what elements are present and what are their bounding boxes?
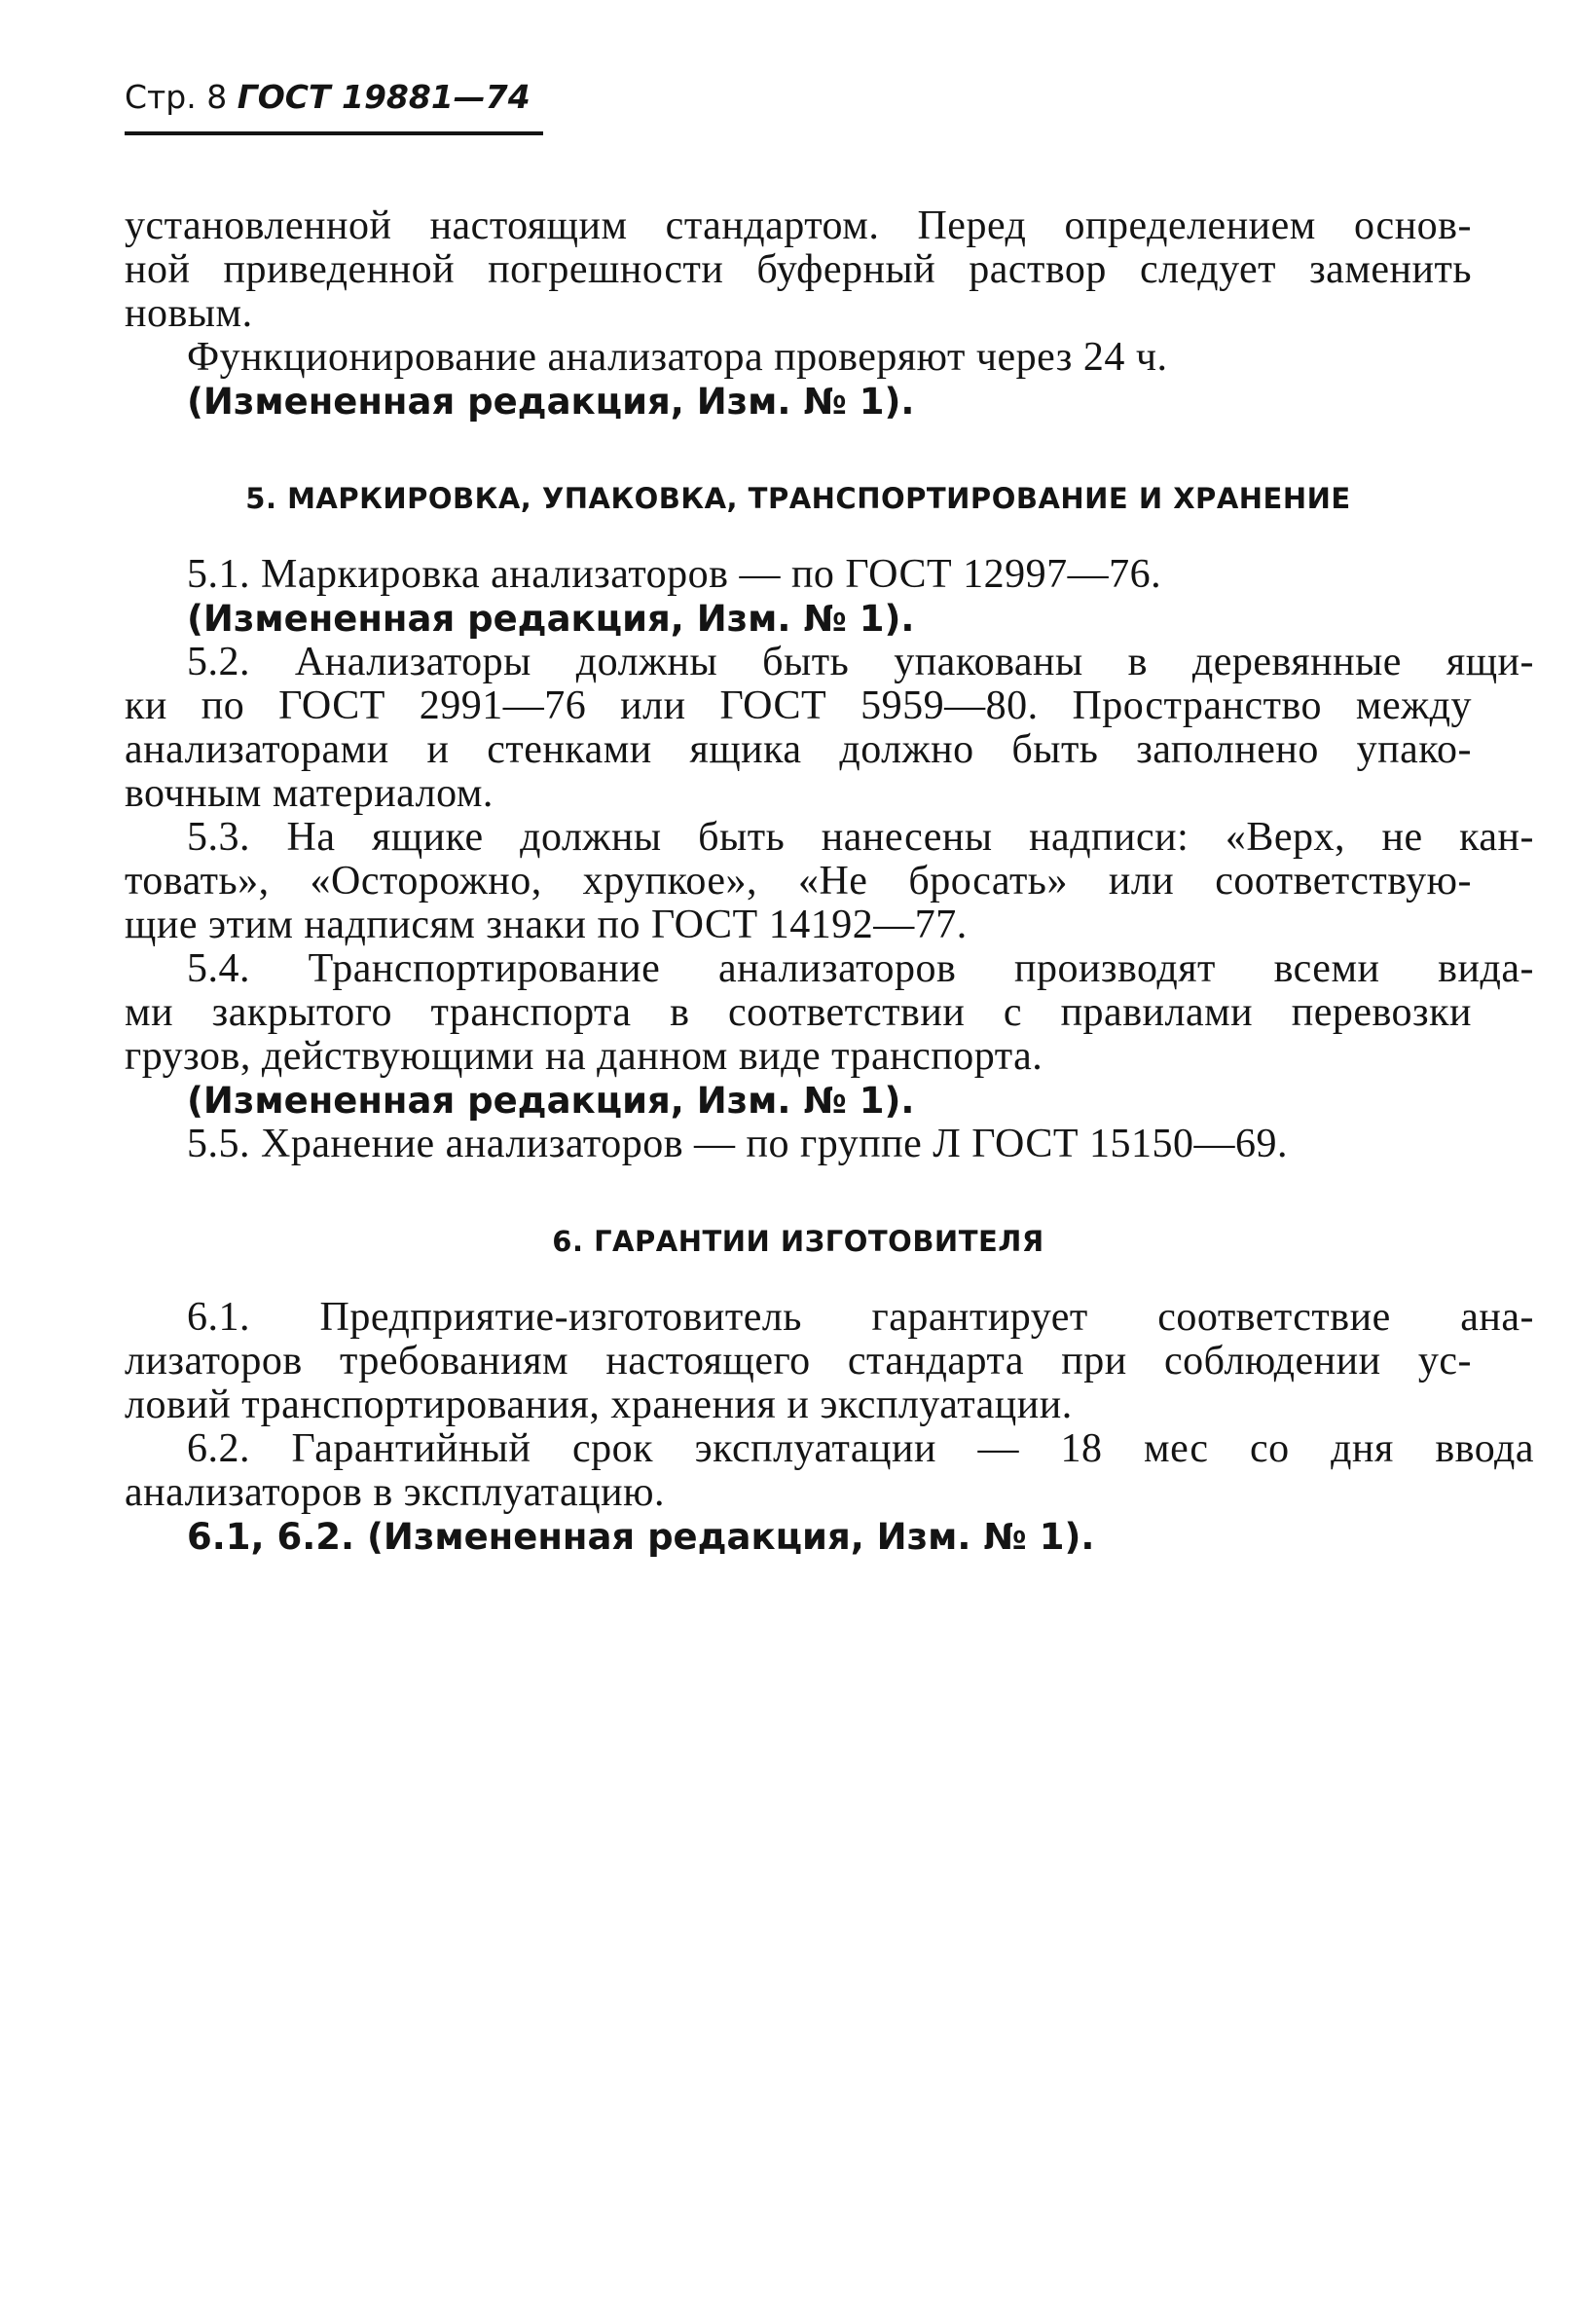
amendment-note: (Измененная редакция, Изм. № 1).	[187, 381, 915, 423]
intro-line: установленной настоящим стандартом. Перед определением основ-	[125, 203, 1472, 248]
paragraph-5-2: анализаторами и стенками ящика должно быть заполнено упако-	[125, 727, 1472, 772]
paragraph-5-3: щие этим надписям знаки по ГОСТ 14192—77.	[125, 903, 968, 947]
paragraph-5-3: 5.3. На ящике должны быть нанесены надписи: «Верх, не кан-	[187, 815, 1534, 860]
paragraph-6-2: 6.2. Гарантийный срок эксплуатации — 18 мес со дня ввода	[187, 1426, 1534, 1471]
paragraph-5-4: 5.4. Транспортирование анализаторов производят всеми вида-	[187, 946, 1534, 991]
header-rule	[125, 131, 543, 135]
intro-line: новым.	[125, 291, 253, 336]
section-5-heading: 5. МАРКИРОВКА, УПАКОВКА, ТРАНСПОРТИРОВАНИЕ И ХРАНЕНИЕ	[245, 482, 1351, 515]
paragraph-5-2: вочным материалом.	[125, 771, 494, 816]
amendment-note: (Измененная редакция, Изм. № 1).	[187, 1080, 915, 1122]
paragraph-5-3: товать», «Осторожно, хрупкое», «Не бросать» или соответствую-	[125, 859, 1472, 904]
paragraph-6-1: лизаторов требованиям настоящего стандарта при соблюдении ус-	[125, 1339, 1472, 1383]
standard-number: ГОСТ 19881—74	[237, 78, 531, 116]
amendment-note: (Измененная редакция, Изм. № 1).	[187, 598, 915, 640]
intro-line: ной приведенной погрешности буферный раствор следует заменить	[125, 247, 1472, 292]
page-number: Стр. 8	[125, 78, 228, 116]
paragraph-6-2: анализаторов в эксплуатацию.	[125, 1470, 665, 1515]
paragraph-5-2: ки по ГОСТ 2991—76 или ГОСТ 5959—80. Пространство между	[125, 683, 1472, 728]
paragraph-6-1: ловий транспортирования, хранения и эксплуатации.	[125, 1383, 1073, 1427]
page-header	[125, 78, 531, 117]
paragraph-5-5: 5.5. Хранение анализаторов — по группе Л ГОСТ 15150—69.	[187, 1122, 1289, 1166]
paragraph-5-4: грузов, действующими на данном виде транспорта.	[125, 1034, 1043, 1079]
amendment-note: 6.1, 6.2. (Измененная редакция, Изм. № 1).	[187, 1516, 1095, 1558]
paragraph-6-1: 6.1. Предприятие-изготовитель гарантирует соответствие ана-	[187, 1295, 1534, 1340]
paragraph-5-4: ми закрытого транспорта в соответствии с правилами перевозки	[125, 990, 1472, 1035]
section-6-heading: 6. ГАРАНТИИ ИЗГОТОВИТЕЛЯ	[552, 1225, 1044, 1258]
paragraph-5-2: 5.2. Анализаторы должны быть упакованы в деревянные ящи-	[187, 640, 1534, 684]
paragraph-5-1: 5.1. Маркировка анализаторов — по ГОСТ 12997—76.	[187, 552, 1162, 597]
function-check: Функционирование анализатора проверяют через 24 ч.	[187, 335, 1168, 380]
